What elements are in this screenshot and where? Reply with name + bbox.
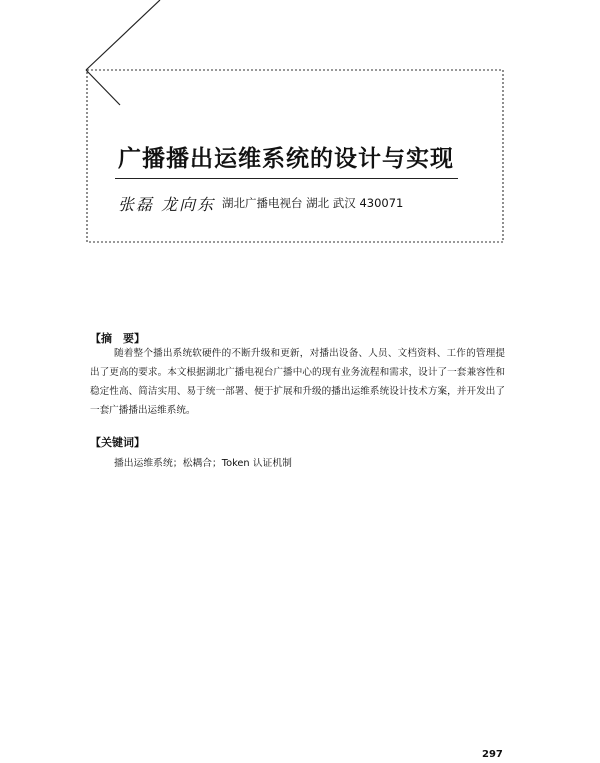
abstract-body: 随着整个播出系统软硬件的不断升级和更新，对播出设备、人员、文档资料、工作的管理提出了更高的要求。本文根据湖北广播电视台广播中心的现有业务流程和需求，设计了一套兼容性和稳定性高、简洁实用、易于统一部署、便于扩展和升级的播出运维系统设计技术方案，并开发出了一套广播播出运维系统。	[90, 348, 505, 416]
title-underline	[115, 178, 458, 179]
paper-authors: 张磊 龙向东	[118, 195, 216, 214]
title-frame-decoration	[0, 0, 600, 260]
author-affiliation: 湖北广播电视台 湖北 武汉 430071	[222, 196, 404, 210]
diagonal-stroke-top	[86, 0, 160, 70]
abstract-heading: 【摘 要】	[90, 332, 145, 345]
keywords-heading: 【关键词】	[90, 436, 145, 449]
diagonal-stroke-bottom	[86, 70, 120, 105]
page-number: 297	[482, 749, 503, 760]
paper-title: 广播播出运维系统的设计与实现	[118, 146, 454, 172]
keywords-body: 播出运维系统；松耦合；Token 认证机制	[114, 458, 292, 469]
